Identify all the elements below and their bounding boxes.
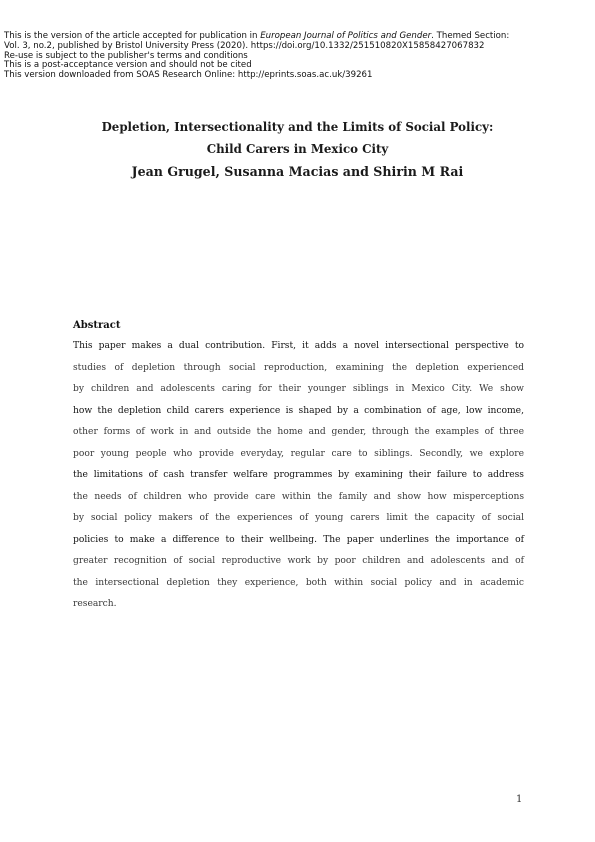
abstract-line: studies of depletion through social reproduction, examining the depletion experienced [73,362,524,373]
abstract-line: by social policy makers of the experiences of young carers limit the capacity of social [73,513,524,523]
abstract-line: the needs of children who provide care within the family and show how misperceptions [73,491,524,502]
abstract-line: by children and adolescents caring for their younger siblings in Mexico City. We show [73,384,524,394]
publication-notice [4,32,584,81]
paper-header [0,116,595,183]
abstract-line: the limitations of cash transfer welfare programmes by examining their failure to address [73,470,524,480]
abstract-body [73,336,524,616]
abstract-line: policies to make a difference to their wellbeing. The paper underlines the importance of [73,534,524,545]
notice-line-download: This version downloaded from SOAS Research Online: http://eprints.soas.ac.uk/39261 [4,70,373,81]
notice-line-volume: Vol. 3, no.2, published by Bristol University Press (2020). https://doi.org/10.1332/251510820X15858427067832 [4,40,485,51]
paper-title-line-1: Depletion, Intersectionality and the Limits of Social Policy: [101,120,494,134]
notice-line-reuse: Re-use is subject to the publisher's terms and conditions [4,50,248,61]
notice-line-journal-post: . Themed Section: [431,31,510,41]
notice-line-version: This is a post-acceptance version and should not be cited [4,60,252,71]
abstract-line: research. [73,599,117,609]
abstract-line: the intersectional depletion they experience, both within social policy and in academic [73,577,524,588]
abstract-line: greater recognition of social reproductive work by poor children and adolescents and of [73,556,524,566]
abstract-line: how the depletion child carers experience is shaped by a combination of age, low income, [73,405,524,416]
paper-title-line-2: Child Carers in Mexico City [206,142,389,156]
abstract-line: other forms of work in and outside the home and gender, through the examples of three [73,427,524,437]
abstract-heading: Abstract [73,320,121,331]
abstract-line: poor young people who provide everyday, regular care to siblings. Secondly, we explore [73,448,524,459]
journal-name: European Journal of Politics and Gender [260,31,432,41]
paper-authors: Jean Grugel, Susanna Macias and Shirin M Rai [131,164,464,179]
page-number: 1 [516,794,523,805]
abstract-line: This paper makes a dual contribution. First, it adds a novel intersectional perspective to [73,341,524,351]
notice-line-journal-pre: This is the version of the article accepted for publication in [4,31,261,41]
